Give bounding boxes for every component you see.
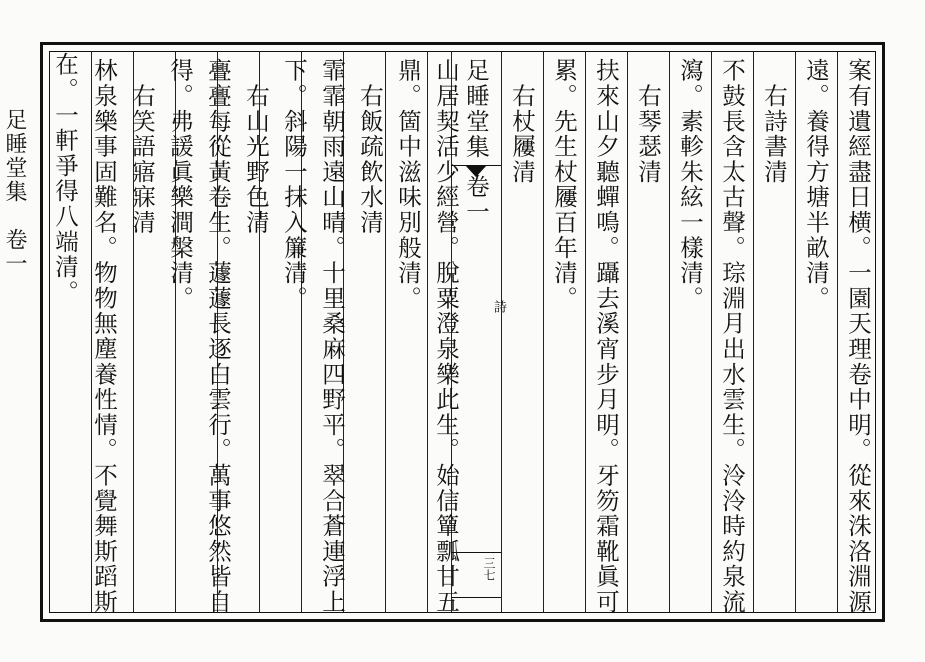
text-column: 亹亹每從黃卷生。蘧蘧長逐白雲行。萬事悠然皆自 — [204, 58, 232, 615]
text-column: 右山光野色清 — [242, 58, 270, 236]
text-column: 右詩書清 — [760, 58, 788, 185]
text-column: 遠。養得方塘半畝清。 — [802, 58, 830, 311]
text-column: 林泉樂事固難名。物物無塵養性情。不覺舞斯蹈斯 — [90, 58, 118, 615]
text-column: 霏霏朝雨遠山晴。十里桑麻四野平。翠合蒼連浮上 — [318, 58, 346, 615]
banxin-rule — [501, 52, 502, 612]
text-column: 右笑語寤寐清 — [128, 58, 156, 236]
text-column: 得。弗諼眞樂澗槃清。 — [166, 58, 194, 311]
banxin-category: 詩 — [491, 300, 506, 313]
text-column: 瀉。素軫朱絃一樣清。 — [676, 58, 704, 311]
text-column: 右飯疏飲水清 — [356, 58, 384, 236]
column-rule — [753, 52, 754, 612]
margin-title: 足睡堂集 卷一 — [2, 108, 27, 276]
text-column: 扶來山夕聽蟬鳴。躡去溪宵步月明。牙笏霜靴眞可 — [592, 58, 620, 615]
text-column: 右杖屨清 — [508, 58, 536, 185]
column-rule — [585, 52, 586, 612]
text-column: 在。一軒爭得八端清。 — [51, 52, 79, 305]
column-rule — [543, 52, 544, 612]
column-rule — [795, 52, 796, 612]
column-rule — [711, 52, 712, 612]
text-column: 鼎。箇中滋味別般清。 — [394, 58, 422, 311]
text-column: 累。先生杖屨百年清。 — [550, 58, 578, 311]
page-number: 三七 — [482, 557, 496, 581]
text-column: 下。斜陽一抹入簾清。 — [280, 58, 308, 311]
column-rule — [627, 52, 628, 612]
banxin-title: 足睡堂集 — [462, 58, 490, 160]
banxin-volume: 卷一 — [462, 174, 490, 225]
text-column: 案有遺經盡日横。一園天理卷中明。從來洙洛淵源 — [844, 58, 872, 615]
page-frame — [40, 42, 885, 622]
column-rule — [837, 52, 838, 612]
text-column: 山居契活少經營。脫粟澄泉樂此生。始信簞瓢甘五 — [432, 58, 460, 615]
text-column: 右琴瑟清 — [634, 58, 662, 185]
text-column: 不鼓長含太古聲。琮淵月出水雲生。泠泠時約泉流 — [718, 58, 746, 615]
text-block — [49, 51, 876, 613]
column-rule — [669, 52, 670, 612]
